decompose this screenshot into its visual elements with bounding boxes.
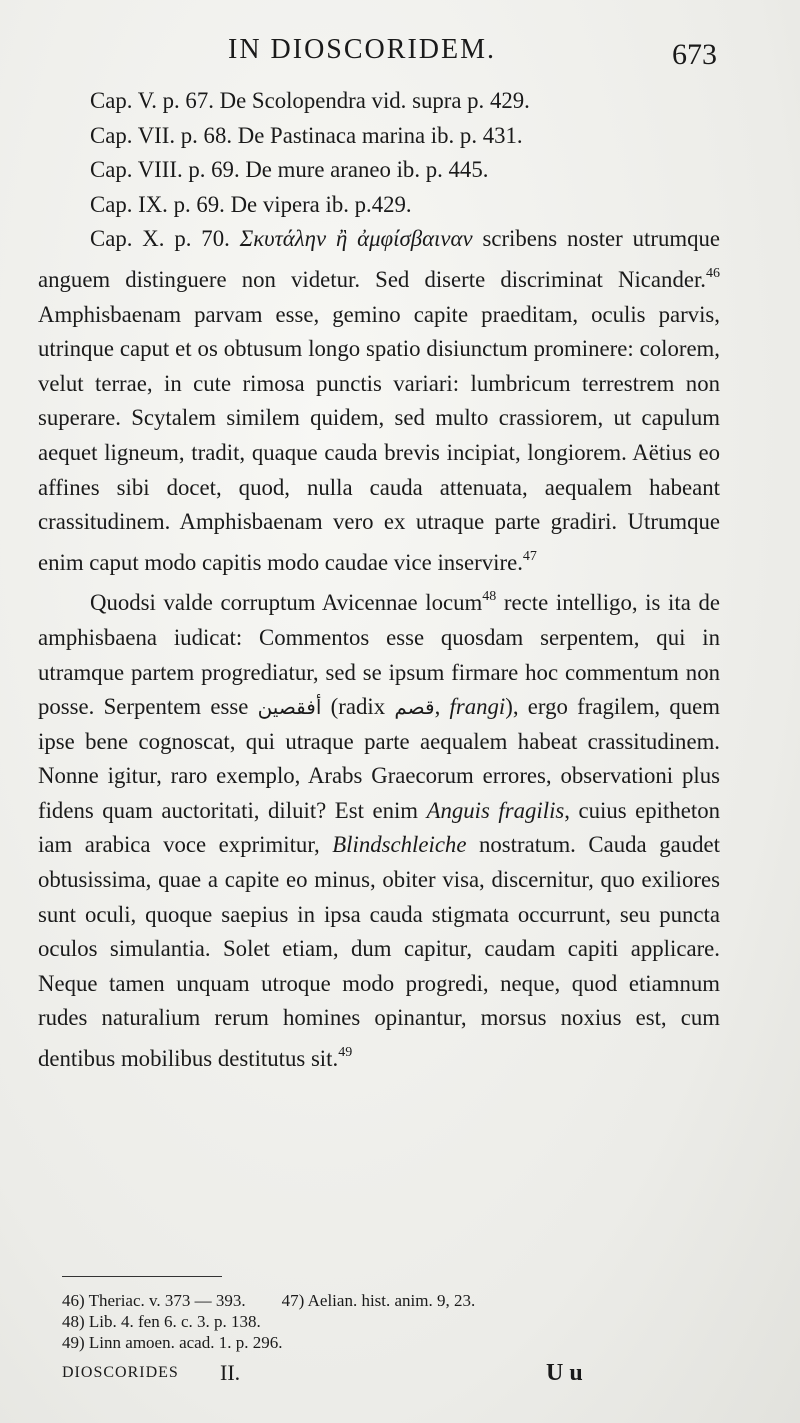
page-number: 673 [672,38,717,71]
chapter-line: Cap. V. p. 67. De Scolopendra vid. supra p. 429. [90,88,530,113]
footnote-ref[interactable]: 47 [522,548,537,564]
chapter-line: Cap. VIII. p. 69. De mure araneo ib. p. 445. [90,157,489,183]
chapter-line: Cap. VII. p. 68. De Pastinaca marina ib. p. 431. [90,122,523,148]
footnote-46: 46) Theriac. v. 373 — 393. [62,1291,246,1310]
text-run: (radix [321,694,395,720]
paragraph-avicenna [38,580,720,1076]
text-run: recte intelligo, is ita de amphisbaena iudicat: Commentos esse quosdam serpentem, qui in utramque partem progrediatur, sed se ipsum firmare hoc commentum non posse. Serpentem esse [38,590,720,720]
text-run: nostratum. Cauda gaudet obtusissima, quae a capite eo minus, obiter visa, discernitur, quo exiliores sunt oculi, quoque saepius in ipsa cauda stigmata occurrunt, seu puncta oculos simulantia. Solet etiam, dum capitur, caudam capiti applicare. Neque tamen unquam utroque modo progredi, neque, quod etiamnum rudes naturalium rerum homines opinantur, morsus noxius est, cum dentibus mobilibus destitutus sit. [38,832,720,1072]
text-run: , cuius epitheton iam arabica voce exprimitur, [38,797,720,858]
text-run: Amphisbaenam parvam esse, gemino capite praeditam, oculis parvis, utrinque caput et os obtusum longo spatio disiunctum prominere: colorem, velut terrae, in cute rimosa punctis variari: lumbricum terrestrem non superare. Scytalem similem quidem, sed multo crassiorem, ut capulum aequet ligneum, tradit, quaque cauda brevis incipiat, longiorem. Aëtius eo affines sibi docet, quod, nulla cauda attenuata, aequalem habeant crassitudinem. Amphisbaenam vero ex utraque parte gradiri. Utrumque enim caput modo capitis modo caudae vice inservire. [38,301,720,575]
running-head: IN DIOSCORIDEM. [228,34,496,65]
text-run: ), ergo fragilem, quem ipse bene cognoscat, qui utraque parte aequalem habeat crassitudinem. Nonne igitur, raro exemplo, Arabs Graecorum errores, observationi plus fidens quam auctoritati, diluit? Est enim [38,694,720,823]
footnote-49: 49) Linn amoen. acad. 1. p. 296. [62,1333,283,1352]
footnote-ref[interactable]: 48 [482,589,497,605]
footnote-ref[interactable]: 46 [706,265,720,281]
paragraph-amphisbaena [38,222,720,580]
text-run: scribens noster utrumque anguem distinguere non videtur. Sed diserte discriminat Nicander. [38,226,721,292]
text-run: Cap. X. p. 70. [90,226,240,252]
species-name: Anguis fragilis [426,797,565,823]
chapter-line: Cap. IX. p. 69. De vipera ib. p.429. [90,191,412,217]
footnote-row [62,1290,752,1311]
main-text [38,84,720,1077]
arabic-root: قصم [394,695,435,720]
german-term: Blindschleiche [332,832,467,858]
footnotes [62,1290,752,1353]
text-run: Quodsi valde corruptum Avicennae locum [90,590,483,616]
greek-text: Σκυτάλην ἢ ἀμφίσβαιναν [239,226,473,252]
page-header [0,34,800,74]
signature-mark: U u [546,1360,583,1386]
italic-term: frangi [449,694,506,720]
arabic-word: أفقصين [257,695,322,720]
signature-label: DIOSCORIDES [62,1364,179,1381]
footnote-48: 48) Lib. 4. fen 6. c. 3. p. 138. [62,1312,261,1331]
signature-line [62,1360,752,1390]
footnote-divider [62,1276,222,1277]
text-run: , [434,694,450,720]
footnote-ref[interactable]: 49 [338,1045,353,1061]
footnote-47: 47) Aelian. hist. anim. 9, 23. [281,1291,476,1310]
signature-volume: II. [220,1360,241,1385]
